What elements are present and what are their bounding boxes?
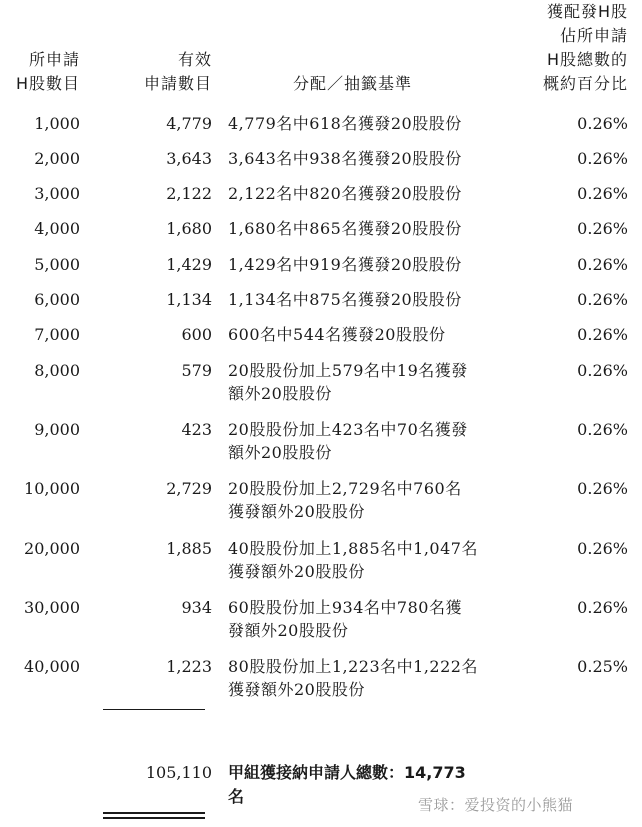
- shares-applied-cell: 5,000: [34, 255, 80, 274]
- header-approx-percentage: 獲配發H股 佔所申請 H股總數的 概約百分比: [542, 2, 628, 93]
- allocation-basis-cell: 40股股份加上1,885名中1,047名 獲發額外20股股份: [228, 539, 478, 581]
- percentage-cell: 0.26%: [577, 479, 628, 498]
- total-successful-applicants: 甲組獲接納申請人總數：14,773 名: [228, 763, 466, 806]
- percentage-cell: 0.26%: [577, 361, 628, 380]
- header-allocation-basis: 分配／抽籤基準: [293, 74, 413, 93]
- allocation-basis-cell: 600名中544名獲發20股股份: [228, 325, 446, 344]
- total-double-rule-top: [103, 812, 205, 814]
- valid-applications-cell: 4,779: [166, 114, 212, 133]
- valid-applications-cell: 1,134: [166, 290, 212, 309]
- percentage-cell: 0.26%: [577, 539, 628, 558]
- allocation-basis-cell: 20股股份加上423名中70名獲發 額外20股股份: [228, 420, 468, 462]
- percentage-cell: 0.26%: [577, 598, 628, 617]
- shares-applied-cell: 10,000: [24, 479, 80, 498]
- shares-applied-cell: 30,000: [24, 598, 80, 617]
- percentage-cell: 0.26%: [577, 290, 628, 309]
- shares-applied-cell: 2,000: [34, 149, 80, 168]
- valid-applications-cell: 600: [181, 325, 212, 344]
- percentage-cell: 0.25%: [577, 657, 628, 676]
- shares-applied-cell: 20,000: [24, 539, 80, 558]
- allocation-basis-cell: 3,643名中938名獲發20股股份: [228, 149, 462, 168]
- valid-applications-cell: 1,429: [166, 255, 212, 274]
- shares-applied-cell: 9,000: [34, 420, 80, 439]
- shares-applied-cell: 6,000: [34, 290, 80, 309]
- watermark: 雪球：爱投资的小熊猫: [418, 796, 574, 814]
- subtotal-rule: [103, 709, 205, 710]
- header-shares-applied: 所申請 H股數目: [15, 50, 80, 93]
- valid-applications-cell: 3,643: [166, 149, 212, 168]
- percentage-cell: 0.26%: [577, 420, 628, 439]
- header-valid-applications: 有效 申請數目: [143, 50, 212, 93]
- allocation-basis-cell: 20股股份加上2,729名中760名 獲發額外20股股份: [228, 479, 462, 521]
- valid-applications-cell: 1,680: [166, 219, 212, 238]
- allocation-basis-cell: 4,779名中618名獲發20股股份: [228, 114, 462, 133]
- total-double-rule-bottom: [103, 817, 205, 819]
- valid-applications-cell: 1,223: [166, 657, 212, 676]
- valid-applications-cell: 2,122: [166, 184, 212, 203]
- allocation-basis-cell: 60股股份加上934名中780名獲 發額外20股股份: [228, 598, 462, 640]
- allocation-basis-cell: 1,429名中919名獲發20股股份: [228, 255, 462, 274]
- allocation-basis-cell: 1,680名中865名獲發20股股份: [228, 219, 462, 238]
- total-applications: 105,110: [145, 763, 212, 782]
- shares-applied-cell: 4,000: [34, 219, 80, 238]
- allocation-basis-cell: 20股股份加上579名中19名獲發 額外20股股份: [228, 361, 468, 403]
- valid-applications-cell: 1,885: [166, 539, 212, 558]
- valid-applications-cell: 934: [181, 598, 212, 617]
- percentage-cell: 0.26%: [577, 184, 628, 203]
- shares-applied-cell: 7,000: [34, 325, 80, 344]
- percentage-cell: 0.26%: [577, 325, 628, 344]
- percentage-cell: 0.26%: [577, 114, 628, 133]
- allocation-basis-cell: 2,122名中820名獲發20股股份: [228, 184, 462, 203]
- valid-applications-cell: 423: [181, 420, 212, 439]
- shares-applied-cell: 1,000: [34, 114, 80, 133]
- percentage-cell: 0.26%: [577, 219, 628, 238]
- valid-applications-cell: 579: [181, 361, 212, 380]
- percentage-cell: 0.26%: [577, 149, 628, 168]
- valid-applications-cell: 2,729: [166, 479, 212, 498]
- allocation-basis-cell: 80股股份加上1,223名中1,222名 獲發額外20股股份: [228, 657, 478, 699]
- shares-applied-cell: 3,000: [34, 184, 80, 203]
- shares-applied-cell: 40,000: [24, 657, 80, 676]
- allocation-basis-cell: 1,134名中875名獲發20股股份: [228, 290, 462, 309]
- percentage-cell: 0.26%: [577, 255, 628, 274]
- shares-applied-cell: 8,000: [34, 361, 80, 380]
